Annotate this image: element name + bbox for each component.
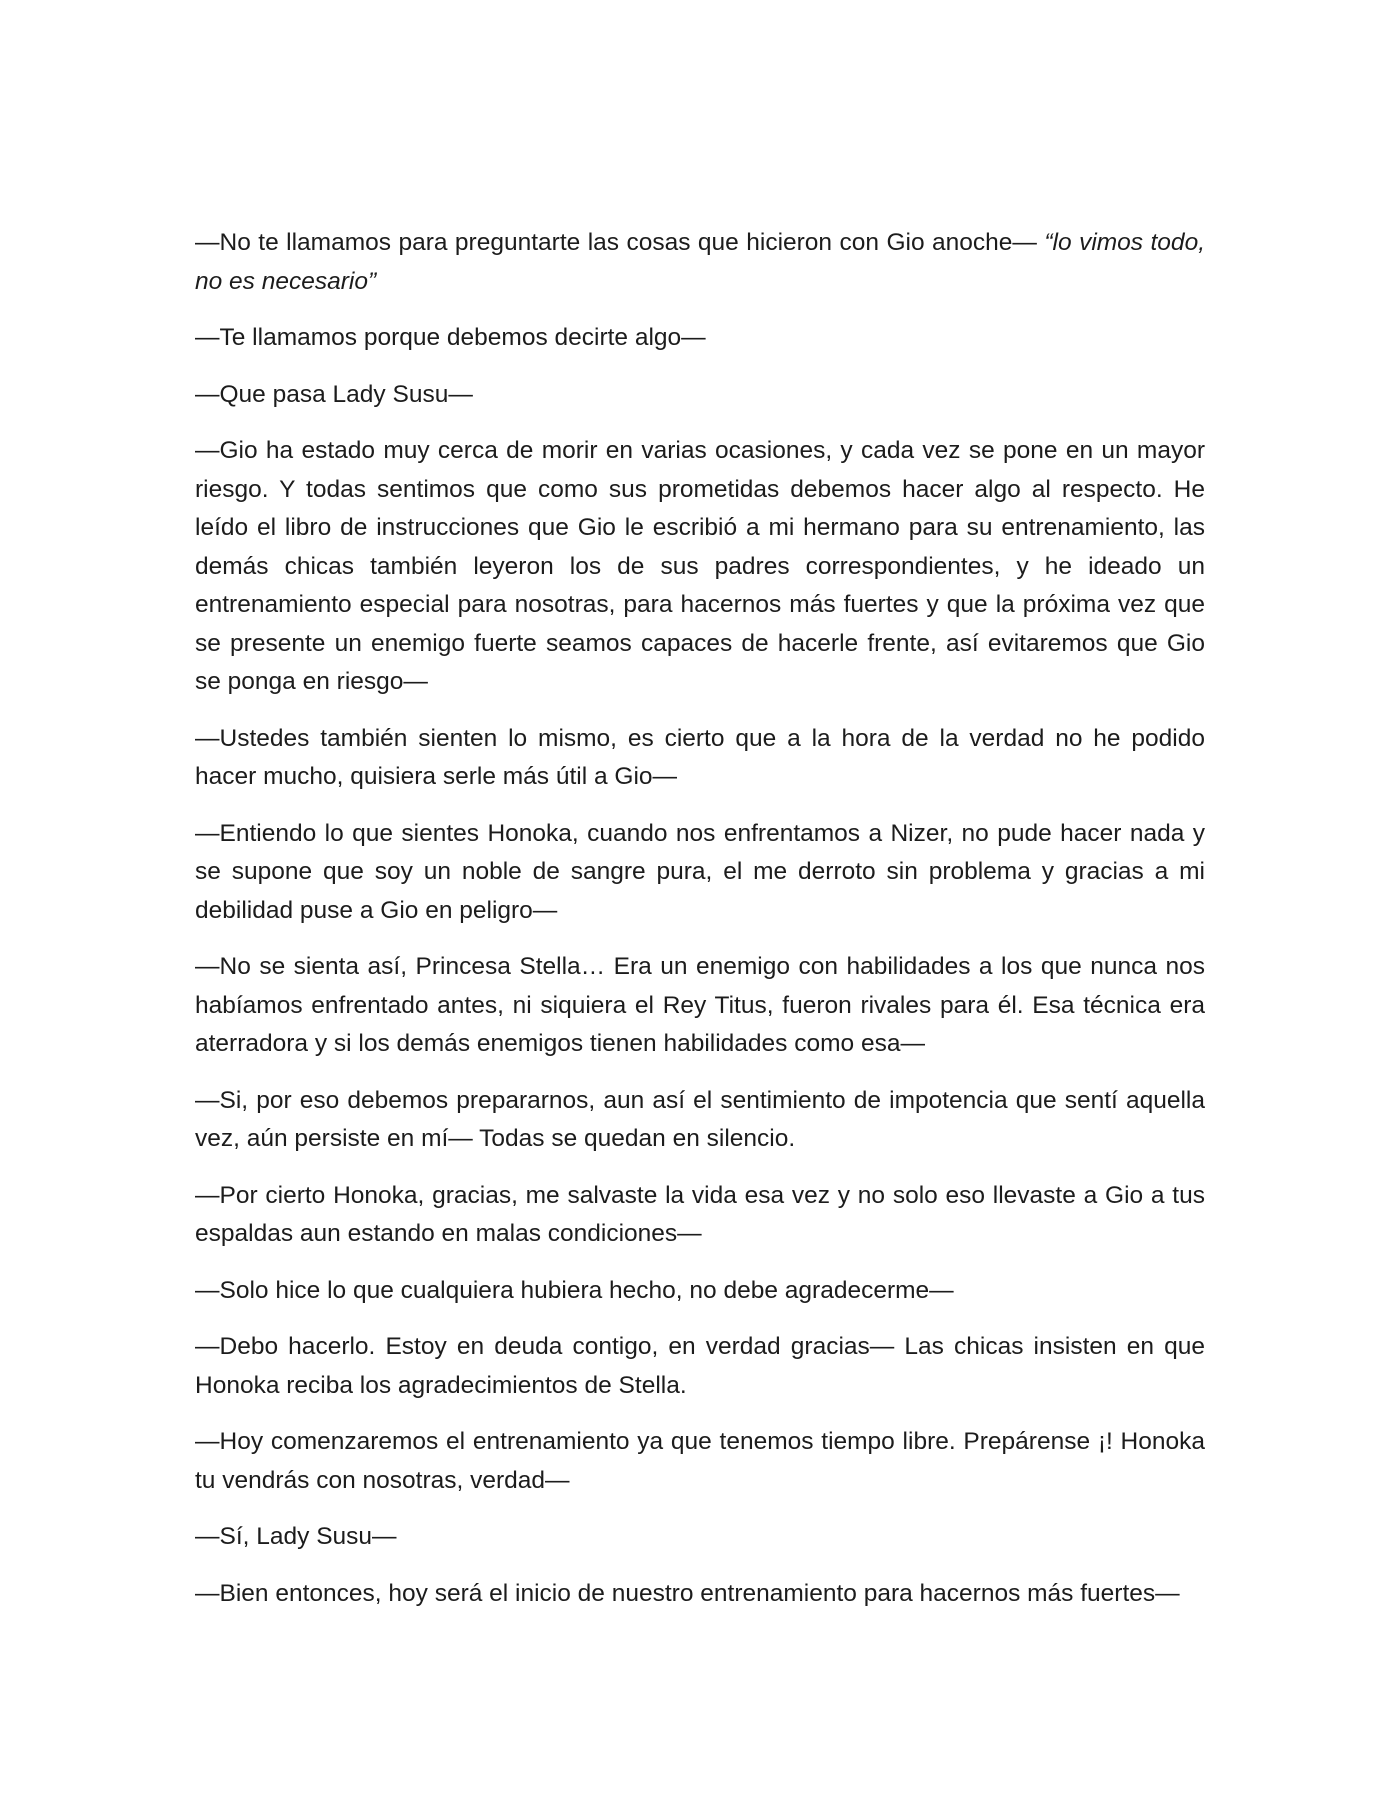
paragraph-11: —Debo hacerlo. Estoy en deuda contigo, en verdad gracias— Las chicas insisten en que Honoka reciba los agradecimientos de Stella. — [195, 1333, 1205, 1399]
paragraph-14: —Bien entonces, hoy será el inicio de nuestro entrenamiento para hacernos más fuertes— — [195, 1579, 1180, 1607]
text-body — [195, 224, 1205, 1631]
paragraph-4: —Gio ha estado muy cerca de morir en varias ocasiones, y cada vez se pone en un mayor riesgo. Y todas sentimos que como sus prometidas debemos hacer algo al respecto. He leído el libro de instrucciones que Gio le escribió a mi hermano para su entrenamiento, las demás chicas también leyeron los de sus padres correspondientes, y he ideado un entrenamiento especial para nosotras, para hacernos más fuertes y que la próxima vez que se presente un enemigo fuerte seamos capaces de hacerle frente, así evitaremos que Gio se ponga en riesgo— — [195, 437, 1205, 695]
paragraph-12: —Hoy comenzaremos el entrenamiento ya que tenemos tiempo libre. Prepárense ¡! Honoka tu vendrás con nosotras, verdad— — [195, 1428, 1205, 1494]
paragraph-1-text: —No te llamamos para preguntarte las cosas que hicieron con Gio anoche— — [195, 229, 1045, 256]
paragraph-7: —No se sienta así, Princesa Stella… Era un enemigo con habilidades a los que nunca nos habíamos enfrentado antes, ni siquiera el Rey Titus, fueron rivales para él. Esa técnica era aterradora y si los demás enemigos tienen habilidades como esa— — [195, 953, 1205, 1057]
paragraph-2: —Te llamamos porque debemos decirte algo— — [195, 324, 706, 351]
paragraph-10: —Solo hice lo que cualquiera hubiera hecho, no debe agradecerme— — [195, 1276, 954, 1304]
paragraph-3: —Que pasa Lady Susu— — [195, 380, 473, 408]
paragraph-9: —Por cierto Honoka, gracias, me salvaste la vida esa vez y no solo eso llevaste a Gio a tus espaldas aun estando en malas condiciones— — [195, 1181, 1205, 1247]
paragraph-8: —Si, por eso debemos prepararnos, aun así el sentimiento de impotencia que sentí aquella vez, aún persiste en mí— Todas se quedan en silencio. — [195, 1086, 1205, 1152]
paragraph-1 — [195, 224, 1205, 301]
paragraph-13: —Sí, Lady Susu— — [195, 1523, 397, 1550]
paragraph-5: —Ustedes también sienten lo mismo, es cierto que a la hora de la verdad no he podido hacer mucho, quisiera serle más útil a Gio— — [195, 724, 1205, 790]
paragraph-1-italic-thought: “lo vimos todo, no es necesario” — [195, 229, 1205, 295]
paragraph-6: —Entiendo lo que sientes Honoka, cuando nos enfrentamos a Nizer, no pude hacer nada y se supone que soy un noble de sangre pura, el me derroto sin problema y gracias a mi debilidad puse a Gio en peligro— — [195, 819, 1205, 924]
